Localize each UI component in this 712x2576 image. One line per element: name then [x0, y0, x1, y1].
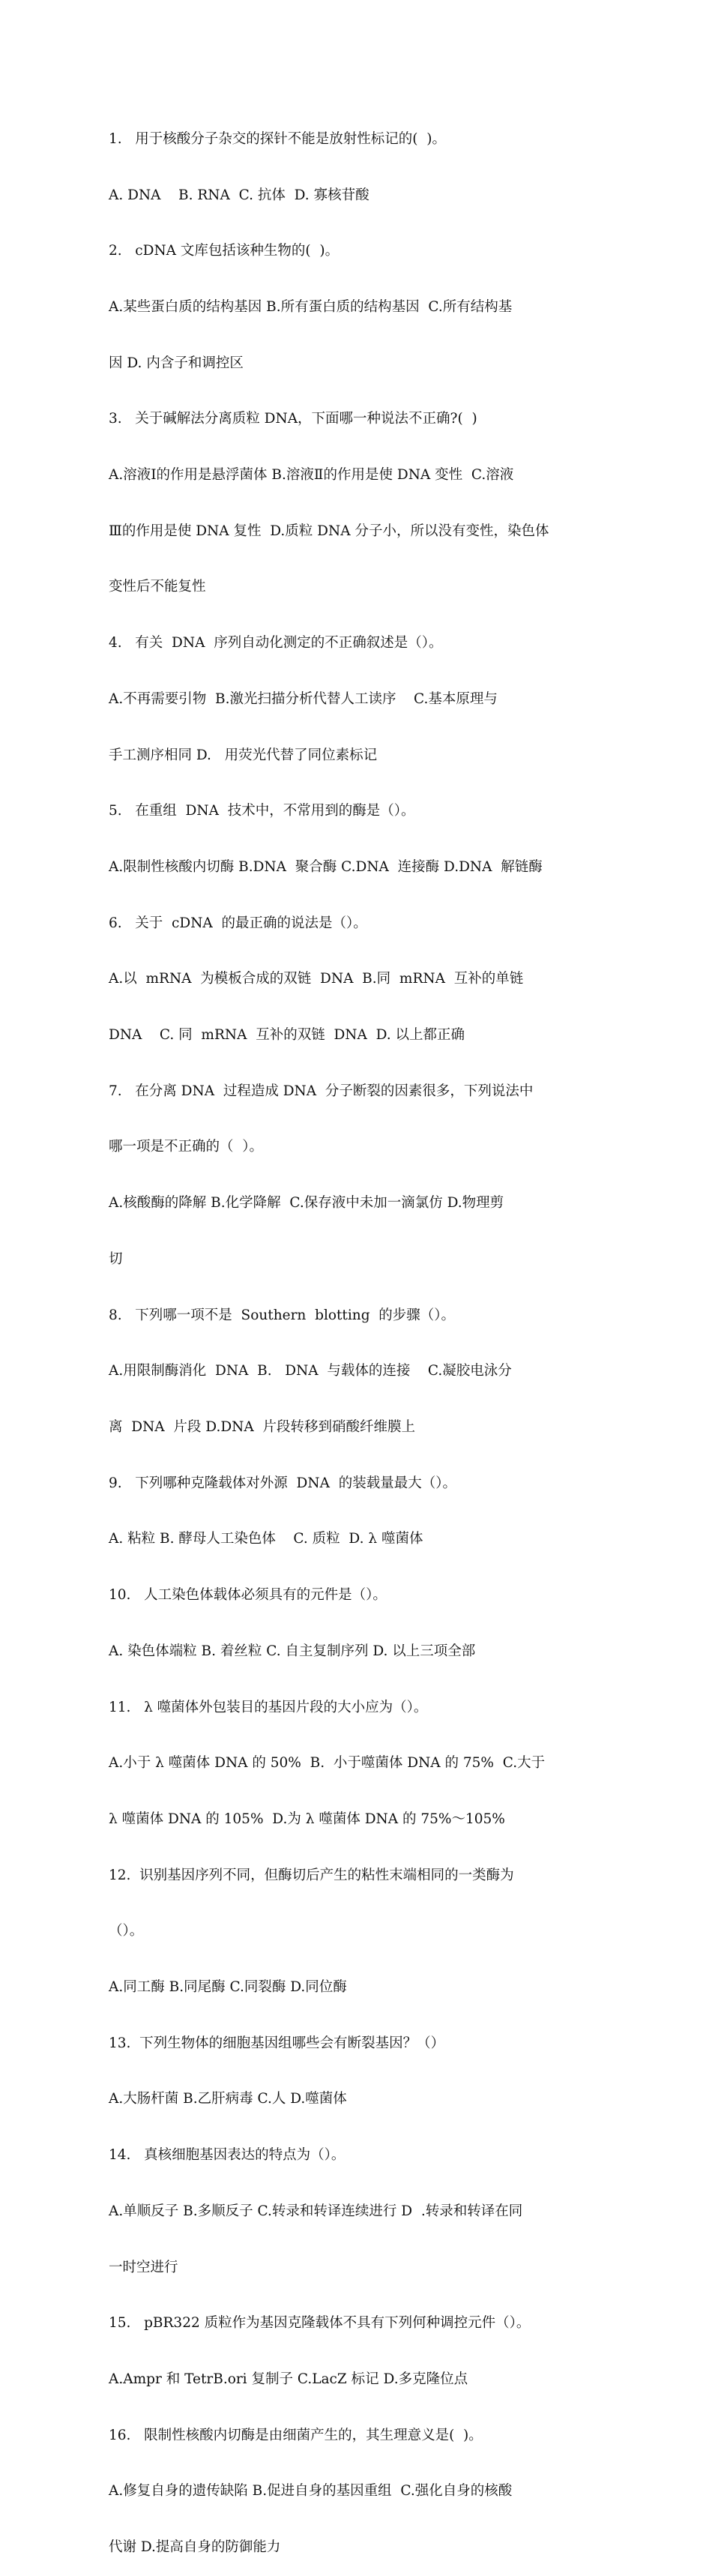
text-line: A.不再需要引物 B.激光扫描分析代替人工读序 C.基本原理与: [109, 690, 498, 707]
text-line: A. 粘粒 B. 酵母人工染色体 C. 质粒 D. λ 噬菌体: [109, 1531, 423, 1547]
text-line: 8. 下列哪一项不是 Southern blotting 的步骤（）。: [109, 1307, 456, 1323]
text-line: A.限制性核酸内切酶 B.DNA 聚合酶 C.DNA 连接酶 D.DNA 解链酶: [109, 858, 543, 875]
text-line: Ⅲ的作用是使 DNA 复性 D.质粒 DNA 分子小，所以没有变性，染色体: [109, 523, 549, 539]
text-line: A. DNA B. RNA C. 抗体 D. 寡核苷酸: [109, 187, 369, 203]
text-line: 变性后不能复性: [109, 579, 206, 595]
text-line: 因 D. 内含子和调控区: [109, 355, 244, 371]
text-line: 11. λ 噬菌体外包装目的基因片段的大小应为（）。: [109, 1699, 428, 1715]
text-line: 1. 用于核酸分子杂交的探针不能是放射性标记的( )。: [109, 130, 446, 147]
text-line: A.核酸酶的降解 B.化学降解 C.保存液中未加一滴氯仿 D.物理剪: [109, 1195, 504, 1212]
text-line: 12. 识别基因序列不同，但酶切后产生的粘性末端相同的一类酶为: [109, 1867, 514, 1883]
text-line: A.Ampr 和 TetrB.ori 复制子 C.LacZ 标记 D.多克隆位点: [109, 2371, 468, 2387]
text-line: 15. pBR322 质粒作为基因克隆载体不具有下列何种调控元件（）。: [109, 2315, 531, 2332]
text-line: 9. 下列哪种克隆载体对外源 DNA 的装载量最大（）。: [109, 1475, 456, 1491]
text-line: A.某些蛋白质的结构基因 B.所有蛋白质的结构基因 C.所有结构基: [109, 298, 513, 315]
text-line: A.单顺反子 B.多顺反子 C.转录和转译连续进行 D .转录和转译在同: [109, 2203, 523, 2219]
text-line: 13. 下列生物体的细胞基因组哪些会有断裂基因？（）: [109, 2035, 445, 2051]
text-line: DNA C. 同 mRNA 互补的双链 DNA D. 以上都正确: [109, 1027, 465, 1044]
text-line: A. 染色体端粒 B. 着丝粒 C. 自主复制序列 D. 以上三项全部: [109, 1643, 476, 1659]
text-line: A.用限制酶消化 DNA B. DNA 与载体的连接 C.凝胶电泳分: [109, 1363, 512, 1379]
text-line: 5. 在重组 DNA 技术中，不常用到的酶是（）。: [109, 803, 415, 819]
text-line: 一时空进行: [109, 2259, 178, 2275]
text-line: A.溶液Ⅰ的作用是悬浮菌体 B.溶液Ⅱ的作用是使 DNA 变性 C.溶液: [109, 467, 514, 484]
text-line: 14. 真核细胞基因表达的特点为（）。: [109, 2147, 346, 2164]
text-line: 10. 人工染色体载体必须具有的元件是（）。: [109, 1587, 387, 1604]
text-line: A.小于 λ 噬菌体 DNA 的 50% B. 小于噬菌体 DNA 的 75% C.大于: [109, 1755, 546, 1772]
text-line: 离 DNA 片段 D.DNA 片段转移到硝酸纤维膜上: [109, 1418, 415, 1435]
text-line: 代谢 D.提高自身的防御能力: [109, 2539, 281, 2556]
text-line: A.修复自身的遗传缺陷 B.促进自身的基因重组 C.强化自身的核酸: [109, 2483, 513, 2500]
text-line: 2. cDNA 文库包括该种生物的( )。: [109, 243, 340, 259]
text-line: 4. 有关 DNA 序列自动化测定的不正确叙述是（）。: [109, 635, 443, 651]
text-line: 手工测序相同 D. 用荧光代替了同位素标记: [109, 747, 378, 763]
text-line: （）。: [109, 1923, 144, 1939]
text-line: λ 噬菌体 DNA 的 105% D.为 λ 噬菌体 DNA 的 75%～105%: [109, 1811, 505, 1827]
text-line: A.同工酶 B.同尾酶 C.同裂酶 D.同位酶: [109, 1979, 347, 1996]
text-line: 7. 在分离 DNA 过程造成 DNA 分子断裂的因素很多，下列说法中: [109, 1083, 534, 1099]
text-line: 哪一项是不正确的（ ）。: [109, 1139, 264, 1155]
text-line: A.大肠杆菌 B.乙肝病毒 C.人 D.噬菌体: [109, 2091, 347, 2107]
document-page: [109, 93, 611, 2576]
text-line: 16. 限制性核酸内切酶是由细菌产生的，其生理意义是( )。: [109, 2427, 483, 2443]
text-line: 3. 关于碱解法分离质粒 DNA，下面哪一种说法不正确?( ): [109, 411, 477, 427]
text-line: 切: [109, 1251, 123, 1267]
text-line: A.以 mRNA 为模板合成的双链 DNA B.同 mRNA 互补的单链: [109, 971, 524, 987]
text-line: 6. 关于 cDNA 的最正确的说法是（）。: [109, 915, 367, 931]
